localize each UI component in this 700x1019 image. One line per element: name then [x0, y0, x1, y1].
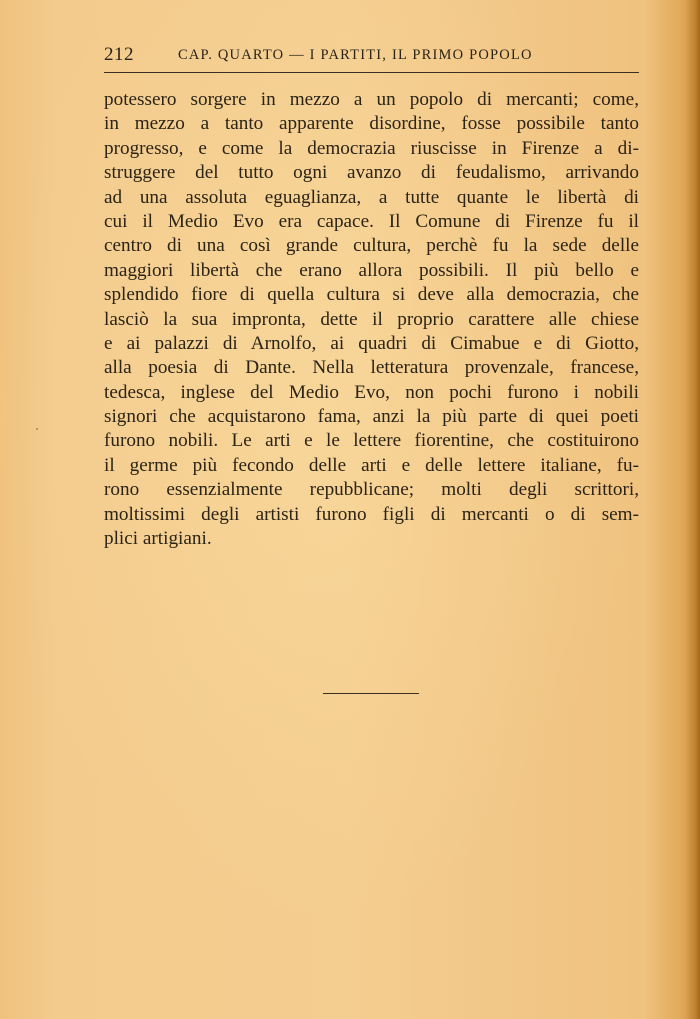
text-line: furono nobili. Le arti e le lettere fiorentine, che costituirono [104, 430, 639, 452]
text-line: e ai palazzi di Arnolfo, ai quadri di Cimabue e di Giotto, [104, 332, 639, 354]
text-line-last: plici artigiani. [104, 528, 212, 550]
body-paragraph [104, 88, 639, 551]
text-line: moltissimi degli artisti furono figli di mercanti o di sem- [104, 503, 639, 525]
page-header [104, 44, 639, 68]
text-line: alla poesia di Dante. Nella letteratura provenzale, francese, [104, 357, 639, 379]
paper-speck [36, 428, 38, 430]
section-end-rule [323, 693, 419, 694]
text-line: splendido fiore di quella cultura si deve alla democrazia, che [104, 284, 639, 306]
page-number: 212 [104, 44, 134, 65]
text-line: rono essenzialmente repubblicane; molti degli scrittori, [104, 479, 639, 501]
text-line: tedesca, inglese del Medio Evo, non pochi furono i nobili [104, 381, 639, 403]
text-line: cui il Medio Evo era capace. Il Comune di Firenze fu il [104, 210, 639, 232]
text-line: lasciò la sua impronta, dette il proprio carattere alle chiese [104, 308, 639, 330]
text-line: in mezzo a tanto apparente disordine, fosse possibile tanto [104, 113, 639, 135]
text-line: maggiori libertà che erano allora possibili. Il più bello e [104, 259, 639, 281]
text-line: progresso, e come la democrazia riuscisse in Firenze a di- [104, 137, 639, 159]
text-line: ad una assoluta eguaglianza, a tutte quante le libertà di [104, 186, 639, 208]
text-line: potessero sorgere in mezzo a un popolo di mercanti; come, [104, 89, 639, 110]
header-rule [104, 72, 639, 73]
text-line: centro di una così grande cultura, perchè fu la sede delle [104, 235, 639, 257]
text-line: struggere del tutto ogni avanzo di feudalismo, arrivando [104, 162, 639, 184]
text-line: il germe più fecondo delle arti e delle lettere italiane, fu- [104, 454, 639, 476]
running-head: CAP. QUARTO — I PARTITI, IL PRIMO POPOLO [178, 47, 533, 63]
text-line: signori che acquistarono fama, anzi la più parte di quei poeti [104, 406, 639, 428]
page-edge-shadow [686, 0, 700, 1019]
